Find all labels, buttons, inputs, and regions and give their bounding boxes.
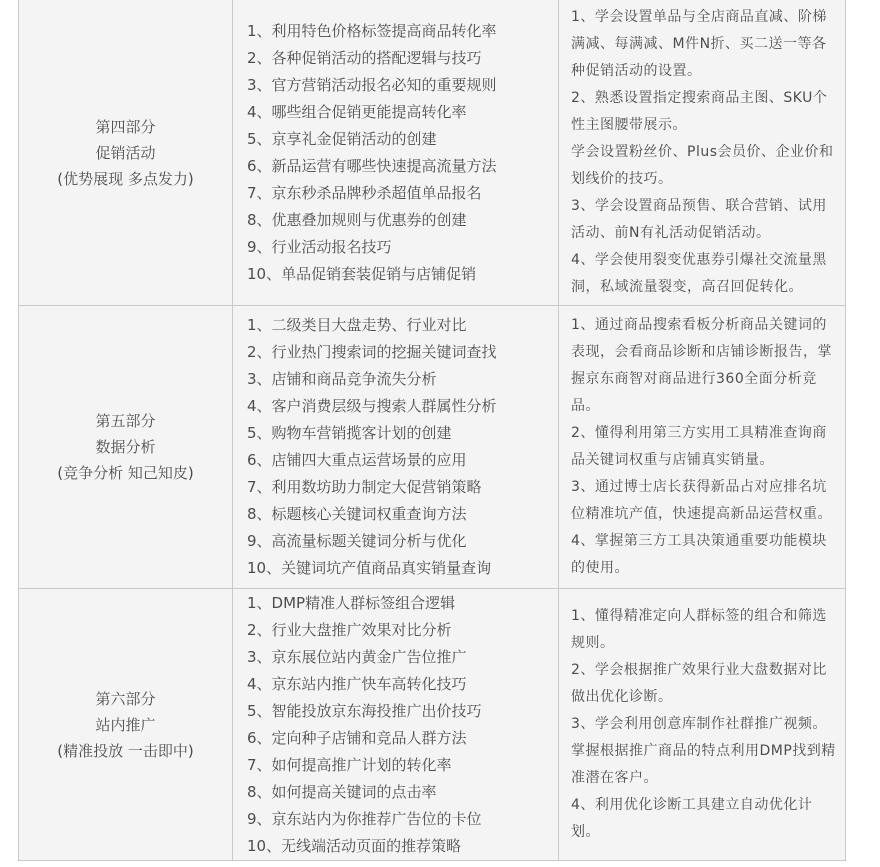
part-tagline: (优势展现 多点发力) bbox=[57, 169, 194, 188]
list-item: 10、无线端活动页面的推荐策略 bbox=[247, 836, 462, 855]
list-item: 10、关键词坑产值商品真实销量查询 bbox=[247, 559, 492, 577]
list-item: 2、行业热门搜索词的挖掘关键词查找 bbox=[247, 343, 497, 361]
list-item: 2、各种促销活动的搭配逻辑与技巧 bbox=[247, 48, 482, 67]
list-item: 9、行业活动报名技巧 bbox=[247, 237, 392, 256]
list-item: 8、优惠叠加规则与优惠券的创建 bbox=[247, 210, 467, 229]
list-item: 3、学会利用创意库制作社群推广视频。掌握根据推广商品的特点利用DMP找到精准潜在客户。 bbox=[571, 716, 836, 786]
list-item: 7、利用数坊助力制定大促营销策略 bbox=[247, 478, 482, 496]
list-item: 2、学会根据推广效果行业大盘数据对比做出优化诊断。 bbox=[571, 662, 827, 705]
list-item: 5、智能投放京东海投推广出价技巧 bbox=[247, 701, 482, 720]
list-item: 8、如何提高关键词的点击率 bbox=[247, 782, 437, 801]
part6-title-cell bbox=[19, 589, 233, 861]
outcomes-list bbox=[571, 603, 837, 846]
part-label: 第六部分 bbox=[95, 689, 156, 708]
list-item: 1、学会设置单品与全店商品直减、阶梯满减、每满减、M件N折、买二送一等各种促销活动的设置。 bbox=[571, 9, 827, 79]
list-item: 3、通过博士店长获得新品占对应排名坑位精准坑产值，快速提高新品运营权重。 bbox=[571, 479, 832, 522]
list-item: 1、二级类目大盘走势、行业对比 bbox=[247, 316, 467, 334]
list-item: 2、熟悉设置指定搜索商品主图、SKU个性主图腰带展示。 bbox=[571, 90, 828, 133]
list-item: 6、店铺四大重点运营场景的应用 bbox=[247, 451, 467, 469]
syllabus-row-part4 bbox=[19, 0, 846, 306]
part-name: 站内推广 bbox=[95, 715, 156, 734]
syllabus-table-body bbox=[19, 0, 846, 861]
list-item: 9、高流量标题关键词分析与优化 bbox=[247, 532, 467, 550]
list-item: 3、官方营销活动报名必知的重要规则 bbox=[247, 75, 497, 94]
list-item: 4、哪些组合促销更能提高转化率 bbox=[247, 102, 467, 121]
list-item: 8、标题核心关键词权重查询方法 bbox=[247, 505, 467, 523]
list-item: 2、懂得利用第三方实用工具精准查询商品关键词权重与店铺真实销量。 bbox=[571, 425, 827, 468]
list-item: 1、通过商品搜索看板分析商品关键词的表现，会看商品诊断和店铺诊断报告，掌握京东商智对商品进行360全面分析竞品。 bbox=[571, 317, 832, 414]
list-item: 4、学会使用裂变优惠券引爆社交流量黑洞，私域流量裂变，高召回促转化。 bbox=[571, 252, 827, 295]
list-item: 7、京东秒杀品牌秒杀超值单品报名 bbox=[247, 183, 482, 202]
part4-title-cell bbox=[19, 0, 233, 306]
part6-topics-cell bbox=[233, 589, 559, 861]
list-item: 1、DMP精准人群标签组合逻辑 bbox=[247, 593, 456, 612]
list-item: 3、京东展位站内黄金广告位推广 bbox=[247, 647, 467, 666]
part6-outcomes-cell bbox=[559, 589, 846, 861]
list-item: 7、如何提高推广计划的转化率 bbox=[247, 755, 452, 774]
list-item: 4、利用优化诊断工具建立自动优化计划。 bbox=[571, 797, 813, 840]
list-item: 4、掌握第三方工具决策通重要功能模块的使用。 bbox=[571, 533, 827, 576]
part4-outcomes-cell bbox=[559, 0, 846, 306]
list-item: 6、定向种子店铺和竞品人群方法 bbox=[247, 728, 467, 747]
list-item: 3、学会设置商品预售、联合营销、试用活动、前N有礼活动促销活动。 bbox=[571, 198, 827, 241]
part-name: 数据分析 bbox=[95, 438, 156, 456]
list-item: 4、京东站内推广快车高转化技巧 bbox=[247, 674, 467, 693]
list-item: 1、懂得精准定向人群标签的组合和筛选规则。 bbox=[571, 608, 827, 651]
course-syllabus-table bbox=[18, 0, 846, 861]
topics-list bbox=[247, 18, 554, 288]
part-tagline: (精准投放 一击即中) bbox=[57, 741, 194, 760]
list-item: 学会设置粉丝价、Plus会员价、企业价和划线价的技巧。 bbox=[571, 144, 834, 187]
list-item: 10、单品促销套装促销与店铺促销 bbox=[247, 264, 477, 283]
list-item: 1、利用特色价格标签提高商品转化率 bbox=[247, 21, 497, 40]
syllabus-row-part6 bbox=[19, 589, 846, 861]
part5-topics-cell bbox=[233, 306, 559, 589]
list-item: 3、店铺和商品竞争流失分析 bbox=[247, 370, 437, 388]
part5-outcomes-cell bbox=[559, 306, 846, 589]
part-label: 第五部分 bbox=[95, 412, 156, 430]
syllabus-row-part5 bbox=[19, 306, 846, 589]
list-item: 6、新品运营有哪些快速提高流量方法 bbox=[247, 156, 497, 175]
list-item: 5、购物车营销揽客计划的创建 bbox=[247, 424, 452, 442]
part-label: 第四部分 bbox=[95, 117, 156, 136]
part4-topics-cell bbox=[233, 0, 559, 306]
part-name: 促销活动 bbox=[95, 143, 156, 162]
part-tagline: (竞争分析 知己知皮) bbox=[57, 464, 194, 482]
outcomes-list bbox=[571, 4, 837, 301]
outcomes-list bbox=[571, 312, 837, 582]
topics-list bbox=[247, 312, 554, 582]
list-item: 2、行业大盘推广效果对比分析 bbox=[247, 620, 452, 639]
list-item: 4、客户消费层级与搜索人群属性分析 bbox=[247, 397, 497, 415]
list-item: 9、京东站内为你推荐广告位的卡位 bbox=[247, 809, 482, 828]
part5-title-cell bbox=[19, 306, 233, 589]
topics-list bbox=[247, 590, 554, 860]
list-item: 5、京享礼金促销活动的创建 bbox=[247, 129, 437, 148]
